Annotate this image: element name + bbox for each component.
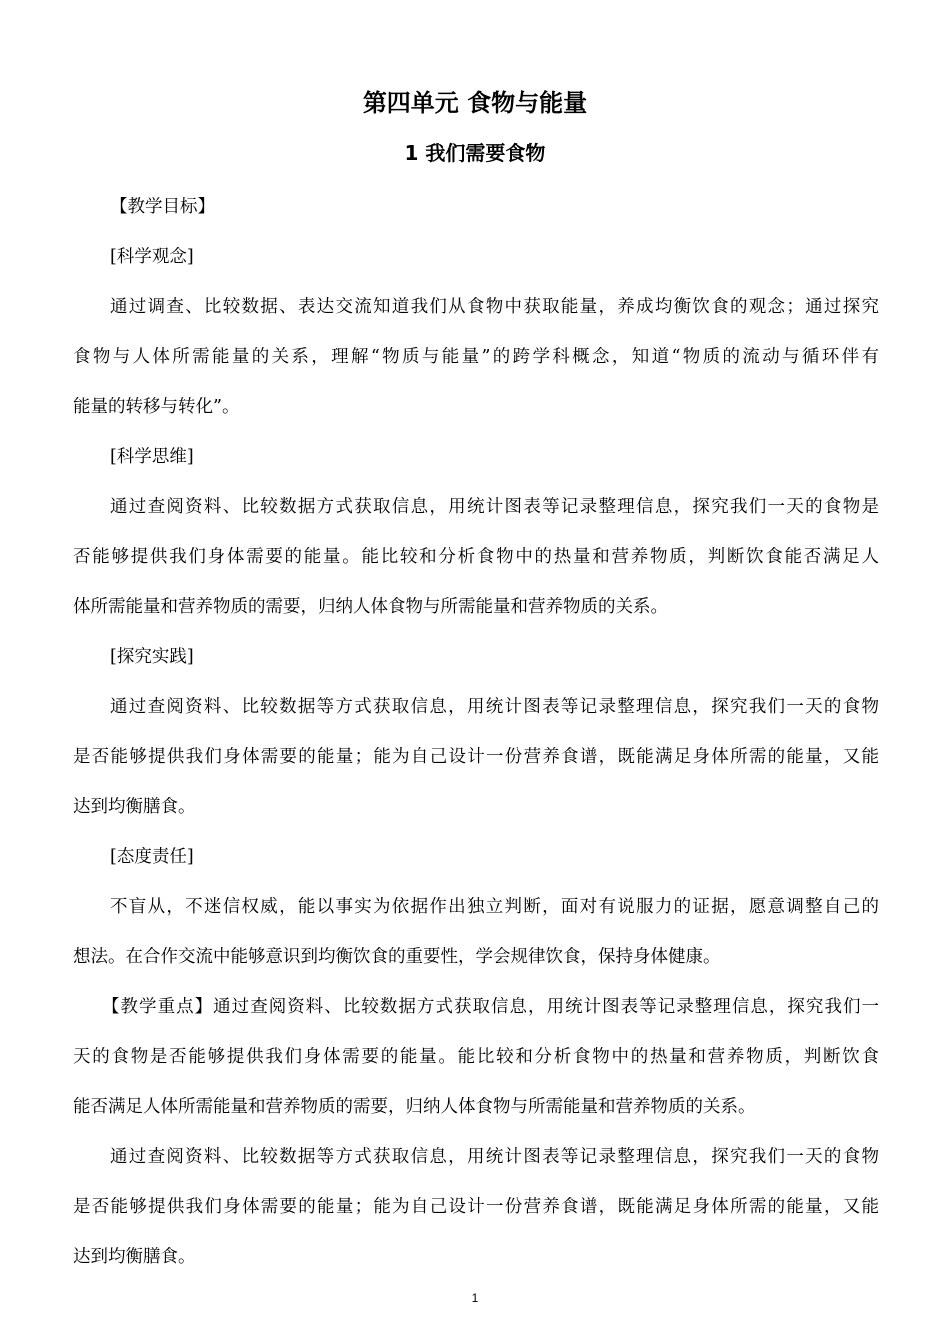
objectives-heading: 【教学目标】 — [110, 197, 215, 217]
document-body — [73, 182, 879, 1282]
paragraph-line: 天的食物是否能够提供我们身体需要的能量。能比较和分析食物中的热量和营养物质，判断饮食 — [73, 1047, 879, 1067]
paragraph-line: 通过调查、比较数据、表达交流知道我们从食物中获取能量，养成均衡饮食的观念；通过探究 — [110, 297, 879, 317]
paragraph-line: 通过查阅资料、比较数据等方式获取信息，用统计图表等记录整理信息，探究我们一天的食物 — [110, 1147, 879, 1167]
paragraph-line: 达到均衡膳食。 — [73, 797, 196, 817]
attitude-heading: [态度责任] — [110, 847, 194, 867]
paragraph-line: 不盲从，不迷信权威，能以事实为依据作出独立判断，面对有说服力的证据，愿意调整自己的 — [110, 897, 879, 917]
paragraph-line: 想法。在合作交流中能够意识到均衡饮食的重要性，学会规律饮食，保持身体健康。 — [73, 947, 721, 967]
paragraph-line: 通过查阅资料、比较数据等方式获取信息，用统计图表等记录整理信息，探究我们一天的食物 — [110, 697, 879, 717]
science-concept-heading: [科学观念] — [110, 247, 194, 267]
inquiry-practice-heading: [探究实践] — [110, 647, 194, 667]
paragraph-line: 能量的转移与转化”。 — [73, 397, 240, 417]
paragraph-line: 体所需能量和营养物质的需要，归纳人体食物与所需能量和营养物质的关系。 — [73, 597, 668, 617]
paragraph-line: 通过查阅资料、比较数据方式获取信息，用统计图表等记录整理信息，探究我们一天的食物是 — [110, 497, 879, 517]
paragraph-line: 是否能够提供我们身体需要的能量；能为自己设计一份营养食谱，既能满足身体所需的能量，又能 — [73, 747, 879, 767]
paragraph-line: 能否满足人体所需能量和营养物质的需要，归纳人体食物与所需能量和营养物质的关系。 — [73, 1097, 756, 1117]
unit-title: 第四单元 食物与能量 — [362, 89, 588, 117]
paragraph-line: 食物与人体所需能量的关系，理解“物质与能量”的跨学科概念，知道“物质的流动与循环伴有 — [73, 347, 879, 367]
paragraph-line: 是否能够提供我们身体需要的能量；能为自己设计一份营养食谱，既能满足身体所需的能量，又能 — [73, 1197, 879, 1217]
paragraph-line: 达到均衡膳食。 — [73, 1247, 196, 1267]
key-points-paragraph-line: 【教学重点】通过查阅资料、比较数据方式获取信息，用统计图表等记录整理信息，探究我们一 — [102, 997, 879, 1017]
paragraph-line: 否能够提供我们身体需要的能量。能比较和分析食物中的热量和营养物质，判断饮食能否满足人 — [73, 547, 879, 567]
science-thinking-heading: [科学思维] — [110, 447, 194, 467]
page-number: 1 — [471, 1291, 479, 1305]
lesson-title: 1 我们需要食物 — [404, 141, 546, 165]
